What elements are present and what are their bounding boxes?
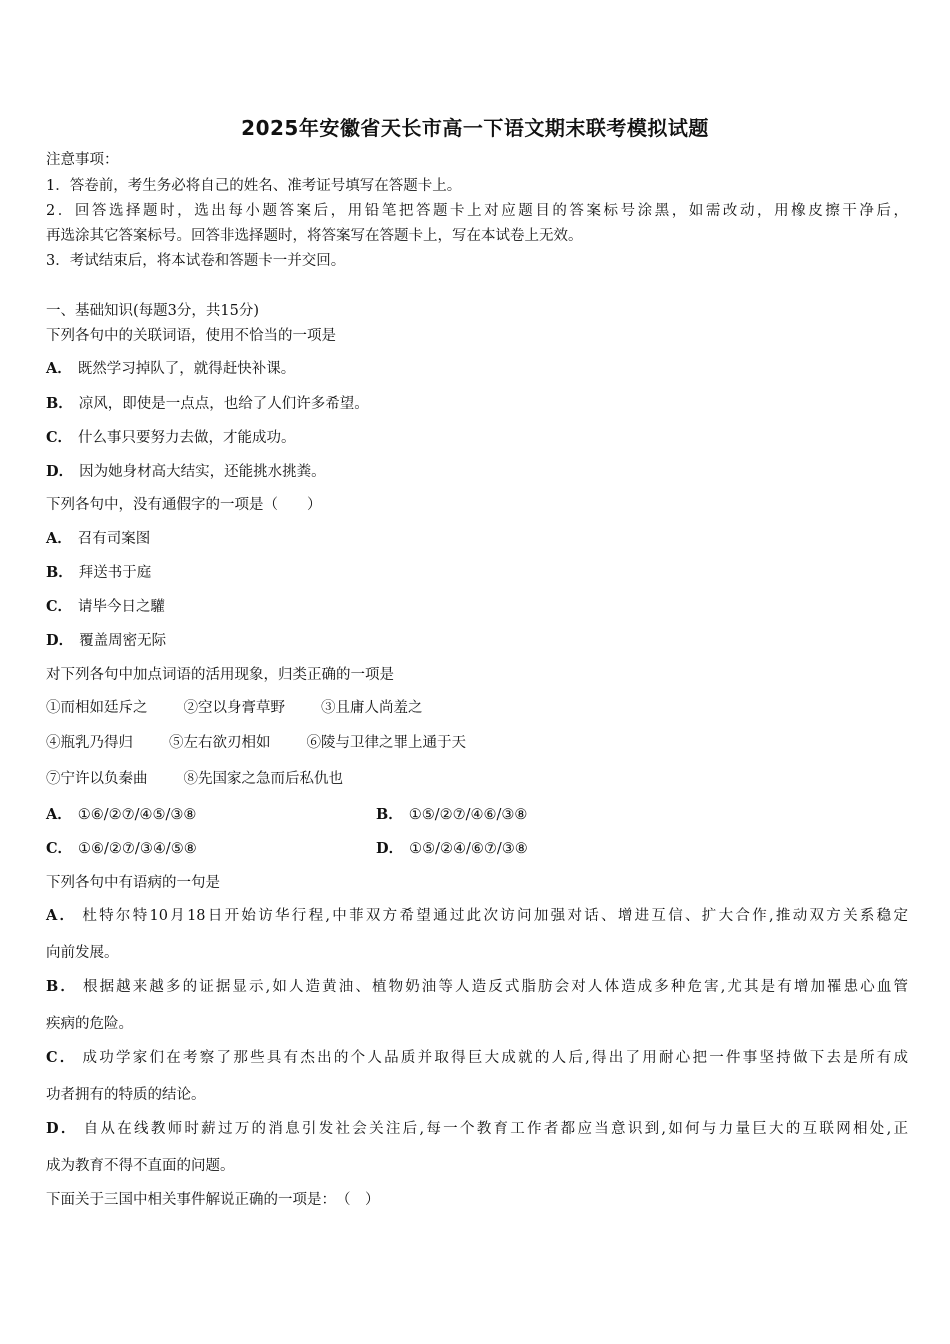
option-c[interactable]: C． ①⑥/②⑦/③④/⑤⑧ [46,840,197,857]
option-d[interactable]: D． 因为她身材高大结实，还能挑水挑粪。 [46,463,326,480]
option-d[interactable]: D． ①⑤/②④/⑥⑦/③⑧ [376,840,528,857]
option-b[interactable]: B． 凉风，即使是一点点，也给了人们许多希望。 [46,395,369,412]
option-c-continued: 功者拥有的特质的结论。 [46,1087,206,1103]
sentence-row [46,772,343,787]
sentence-item: ①而相如廷斥之 [46,700,148,716]
option-a[interactable]: A． 召有司案图 [46,530,151,547]
option-c[interactable]: C． 什么事只要努力去做，才能成功。 [46,429,296,446]
option-d-continued: 成为教育不得不直面的问题。 [46,1158,235,1174]
option-d[interactable]: D． 覆盖周密无际 [46,632,167,649]
sentence-item: ⑦宁许以负秦曲 [46,771,148,787]
option-b[interactable]: B． 拜送书于庭 [46,564,152,581]
option-a[interactable]: A． ①⑥/②⑦/④⑤/③⑧ [46,806,197,823]
question-stem: 下列各句中的关联词语，使用不恰当的一项是 [46,328,336,344]
option-row [46,842,908,857]
sentence-item: ⑥陵与卫律之罪上通于天 [306,735,466,751]
page-title: 2025年安徽省天长市高一下语文期末联考模拟试题 [241,116,709,140]
notice-item: 2．回答选择题时，选出每小题答案后，用铅笔把答题卡上对应题目的答案标号涂黑，如需改动，用橡皮擦干净后， [46,203,908,219]
section-heading: 一、基础知识(每题3分，共15分) [46,303,259,319]
option-c[interactable]: C． 请毕今日之驩 [46,598,166,615]
option-a-continued: 向前发展。 [46,945,119,961]
option-b[interactable]: B． ①⑤/②⑦/④⑥/③⑧ [376,806,528,823]
question-stem: 下列各句中有语病的一句是 [46,875,220,891]
notice-item: 1．答卷前，考生务必将自己的姓名、准考证号填写在答题卡上。 [46,178,462,194]
option-d[interactable]: D． 自从在线教师时薪过万的消息引发社会关注后,每一个教育工作者都应当意识到,如何与力量巨大的互联网相处,正 [46,1120,908,1137]
notice-heading: 注意事项： [46,152,119,168]
option-a[interactable]: A． 既然学习掉队了，就得赶快补课。 [46,360,296,377]
question-stem: 下列各句中，没有通假字的一项是（ ） [46,497,322,513]
sentence-item: ③且庸人尚羞之 [321,700,423,716]
sentence-item: ④瓶乳乃得归 [46,735,133,751]
option-row [46,808,908,823]
notice-item: 再选涂其它答案标号。回答非选择题时，将答案写在答题卡上，写在本试卷上无效。 [46,228,583,244]
notice-item: 3．考试结束后，将本试卷和答题卡一并交回。 [46,253,346,269]
question-stem: 下面关于三国中相关事件解说正确的一项是： （ ） [46,1192,380,1208]
sentence-item: ②空以身膏草野 [183,700,285,716]
option-a[interactable]: A． 杜特尔特10月18日开始访华行程,中菲双方希望通过此次访问加强对话、增进互信、扩大合作,推动双方关系稳定 [46,907,908,924]
question-stem: 对下列各句中加点词语的活用现象，归类正确的一项是 [46,667,394,683]
option-b[interactable]: B． 根据越来越多的证据显示,如人造黄油、植物奶油等人造反式脂肪会对人体造成多种危害,尤其是有增加罹患心血管 [46,978,908,995]
sentence-row [46,736,466,751]
sentence-item: ⑧先国家之急而后私仇也 [183,771,343,787]
sentence-item: ⑤左右欲刃相如 [169,735,271,751]
sentence-row [46,701,423,716]
option-b-continued: 疾病的危险。 [46,1016,133,1032]
option-c[interactable]: C． 成功学家们在考察了那些具有杰出的个人品质并取得巨大成就的人后,得出了用耐心把一件事坚持做下去是所有成 [46,1049,908,1066]
